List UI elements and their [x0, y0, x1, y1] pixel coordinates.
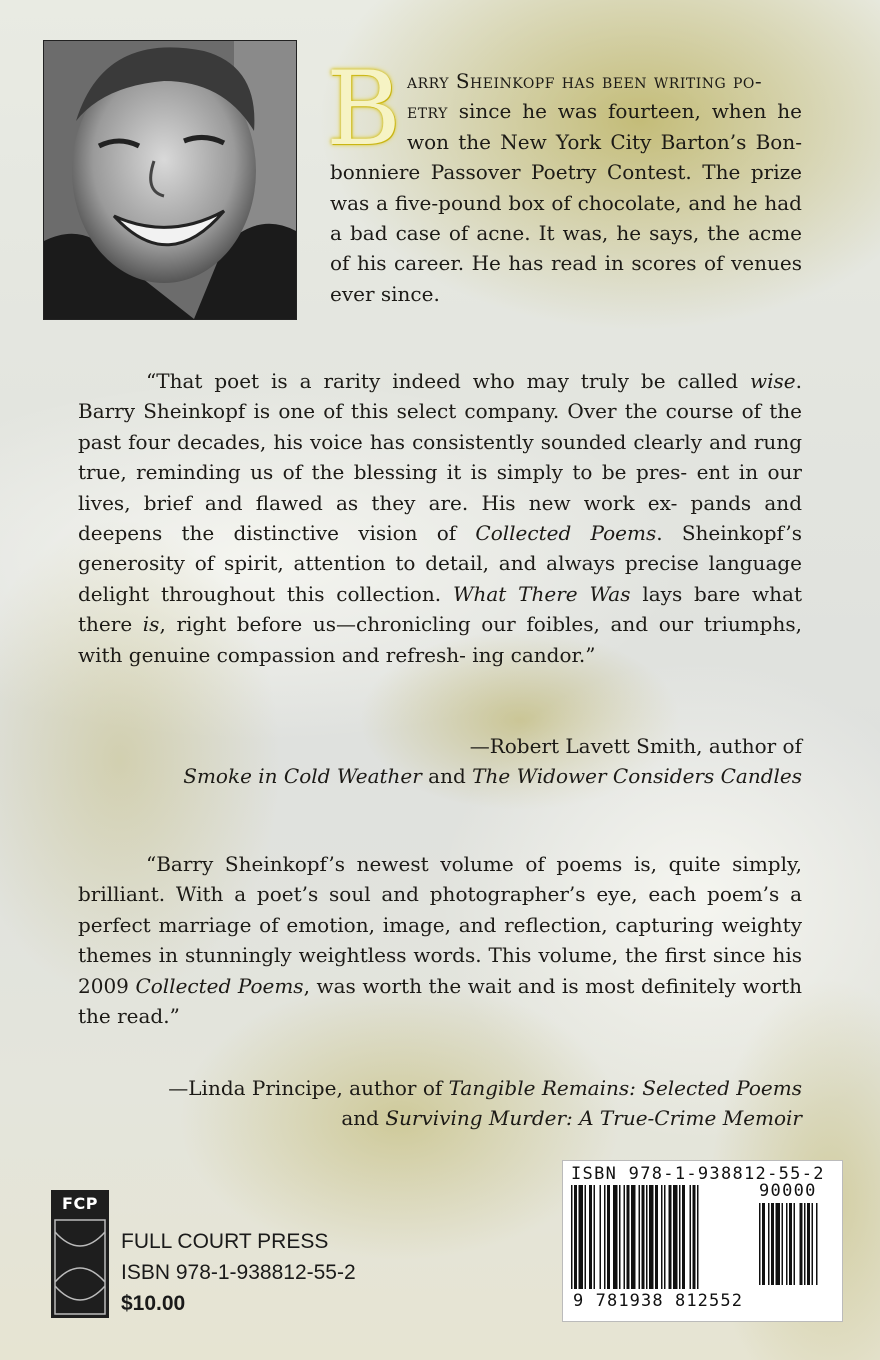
blurb-1-text-b: . Barry Sheinkopf is one of this select company. Over the course of the past four decades, his voice has consistently sounded clearly and rung true, reminding us of the blessing it is simply to be pres- ent in our lives, brief and flawed as they are. His new work ex- pands and deepens the distinctive vision of	[78, 369, 802, 546]
attribution-1-book-2: The Widower Considers Candles	[472, 764, 802, 789]
publisher-name: FULL COURT PRESS	[121, 1230, 329, 1253]
ean-bars	[571, 1185, 751, 1289]
blurb-2-text-b: , was worth the wait and is most definitely worth the read.”	[78, 973, 802, 1029]
attribution-1-book-1: Smoke in Cold Weather	[183, 764, 422, 789]
publisher-logo-text: FCP	[62, 1194, 98, 1213]
drop-cap: B	[326, 50, 401, 169]
blurb-1-attribution	[78, 731, 802, 792]
publisher-isbn: ISBN 978-1-938812-55-2	[121, 1261, 356, 1284]
barcode-addon-number: 90000	[759, 1181, 817, 1201]
author-photo	[43, 40, 297, 320]
bio-lead-2: etry	[406, 99, 448, 124]
price: $10.00	[121, 1292, 186, 1315]
blurb-1-em-d: is	[142, 612, 160, 637]
barcode-ean-number: 9 781938 812552	[573, 1291, 744, 1311]
blurb-1	[78, 366, 802, 670]
bio-lead: arry Sheinkopf has been writing po-	[406, 69, 763, 93]
addon-bars	[759, 1203, 833, 1285]
blurb-1-text-e: , right before us—chronicling our foibles, and our triumphs, with genuine compassion and refresh- ing candor.”	[78, 612, 802, 667]
attribution-2-and: and	[341, 1106, 386, 1131]
barcode-isbn-label: ISBN 978-1-938812-55-2	[571, 1164, 825, 1184]
blurb-1-em-b: Collected Poems	[475, 521, 657, 546]
publisher-logo	[51, 1190, 109, 1318]
blurb-2-attribution	[78, 1073, 802, 1134]
blurb-1-text-d: lays bare what there	[78, 581, 802, 637]
attribution-2-line: —Linda Principe, author of	[168, 1076, 449, 1100]
bio-text: since he was fourteen, when he won the New York City Barton’s Bon- bonniere Passover Poetry Contest. The prize was a five-pound box of chocolate, and he had a bad case of acne. It was, he says, the acme of his career. He has read in scores of venues ever since.	[330, 99, 802, 306]
author-bio	[326, 50, 802, 309]
blurb-2	[78, 849, 802, 1031]
isbn-barcode	[562, 1160, 843, 1322]
attribution-2-book-2: Surviving Murder: A True-Crime Memoir	[385, 1106, 802, 1131]
attribution-1-line: —Robert Lavett Smith, author of	[469, 734, 802, 758]
blurb-1-text-c: . Sheinkopf’s generosity of spirit, attention to detail, and always precise language delight throughout this collection.	[78, 521, 802, 606]
attribution-2-book-1: Tangible Remains: Selected Poems	[448, 1076, 802, 1100]
attribution-1-and: and	[421, 764, 473, 789]
blurb-2-text-a: “Barry Sheinkopf’s newest volume of poems is, quite simply, brilliant. With a poet’s soul and photographer’s eye, each poem’s a perfect marriage of emotion, image, and reflection, capturing weighty themes in stunningly weightless words. This volume, the first since his 2009	[78, 852, 802, 998]
blurb-2-em: Collected Poems	[135, 973, 304, 998]
blurb-1-em-a: wise	[750, 369, 796, 393]
blurb-1-text-a: “That poet is a rarity indeed who may truly be called	[146, 369, 751, 393]
blurb-1-em-c: What There Was	[452, 581, 631, 606]
